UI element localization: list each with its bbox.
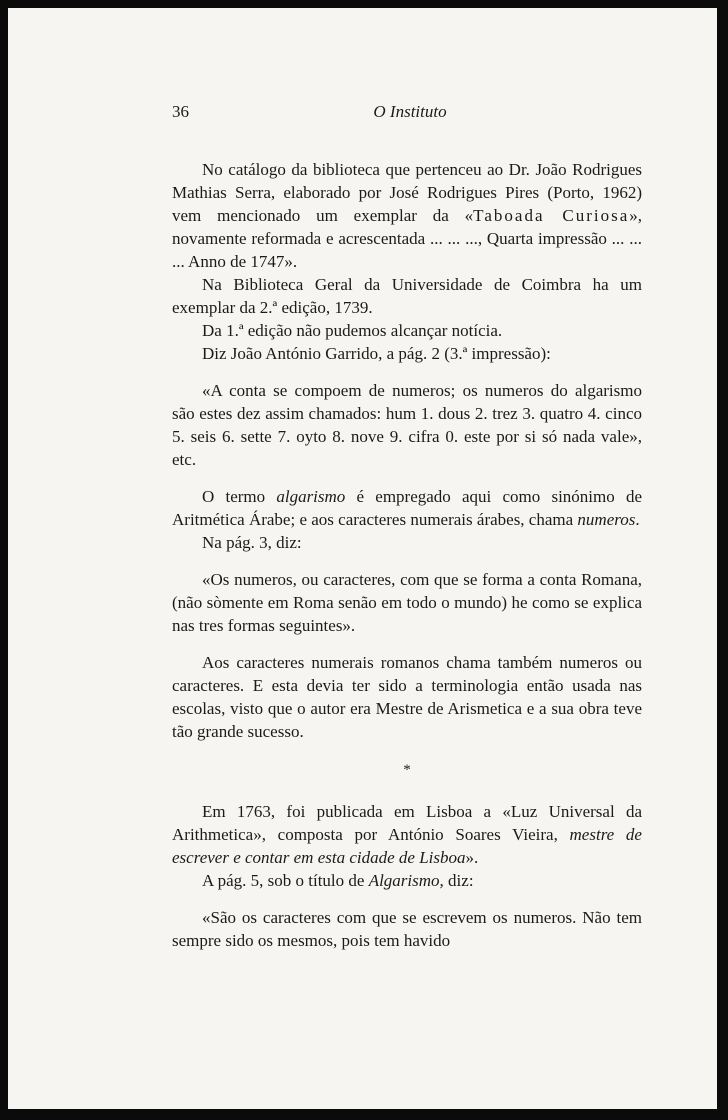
paragraph-page3: Na pág. 3, diz:	[202, 533, 302, 552]
paragraph-romanos: Aos caracteres numerais romanos chama também numeros ou caracteres. E esta devia ter sido a terminologia então usada nas escolas, visto que o autor era Mestre de Arismetica e a sua obra teve tão grande sucesso.	[172, 653, 642, 741]
paragraph-biblioteca: Na Biblioteca Geral da Universidade de Coimbra ha um exemplar da 2.ª edição, 1739.	[172, 275, 642, 317]
quote-caracteres: «São os caracteres com que se escrevem os numeros. Não tem sempre sido os mesmos, pois tem havido	[172, 908, 642, 950]
quote-romana: «Os numeros, ou caracteres, com que se forma a conta Romana, (não sòmente em Roma senão em todo o mundo) he como se explica nas tres formas seguintes».	[172, 570, 642, 635]
paragraph-garrido: Diz João António Garrido, a pág. 2 (3.ª impressão):	[202, 344, 551, 363]
section-separator: *	[403, 762, 411, 778]
page-body	[172, 158, 642, 952]
paragraph-luz-universal: Em 1763, foi publicada em Lisboa a «Luz Universal da Arithmetica», composta por António Soares Vieira, mestre de escrever e contar em esta cidade de Lisboa».	[172, 802, 642, 867]
quote-numeros: «A conta se compoem de numeros; os numeros do algarismo são estes dez assim chamados: hum 1. dous 2. trez 3. quatro 4. cinco 5. seis 6. sette 7. oyto 8. nove 9. cifra 0. este por si só nada vale», etc.	[172, 381, 642, 469]
paragraph-first-edition: Da 1.ª edição não pudemos alcançar notícia.	[202, 321, 503, 340]
page-number: 36	[172, 102, 189, 121]
paragraph-algarismo-term: O termo algarismo é empregado aqui como sinónimo de Aritmética Árabe; e aos caracteres numerais árabes, chama numeros.	[172, 487, 642, 529]
paragraph-page5: A pág. 5, sob o título de Algarismo, diz:	[202, 871, 474, 890]
book-title-spaced: Taboada Curiosa	[473, 206, 630, 225]
page-header	[170, 102, 650, 126]
paragraph-catalog: No catálogo da biblioteca que pertenceu ao Dr. João Rodrigues Mathias Serra, elaborado por José Rodrigues Pires (Porto, 1962) vem mencionado um exemplar da «Taboada Curiosa», novamente reformada e acrescentada ... ... ..., Quarta impressão ... ... ... Anno de 1747».	[172, 160, 642, 271]
running-title: O Instituto	[373, 102, 447, 121]
